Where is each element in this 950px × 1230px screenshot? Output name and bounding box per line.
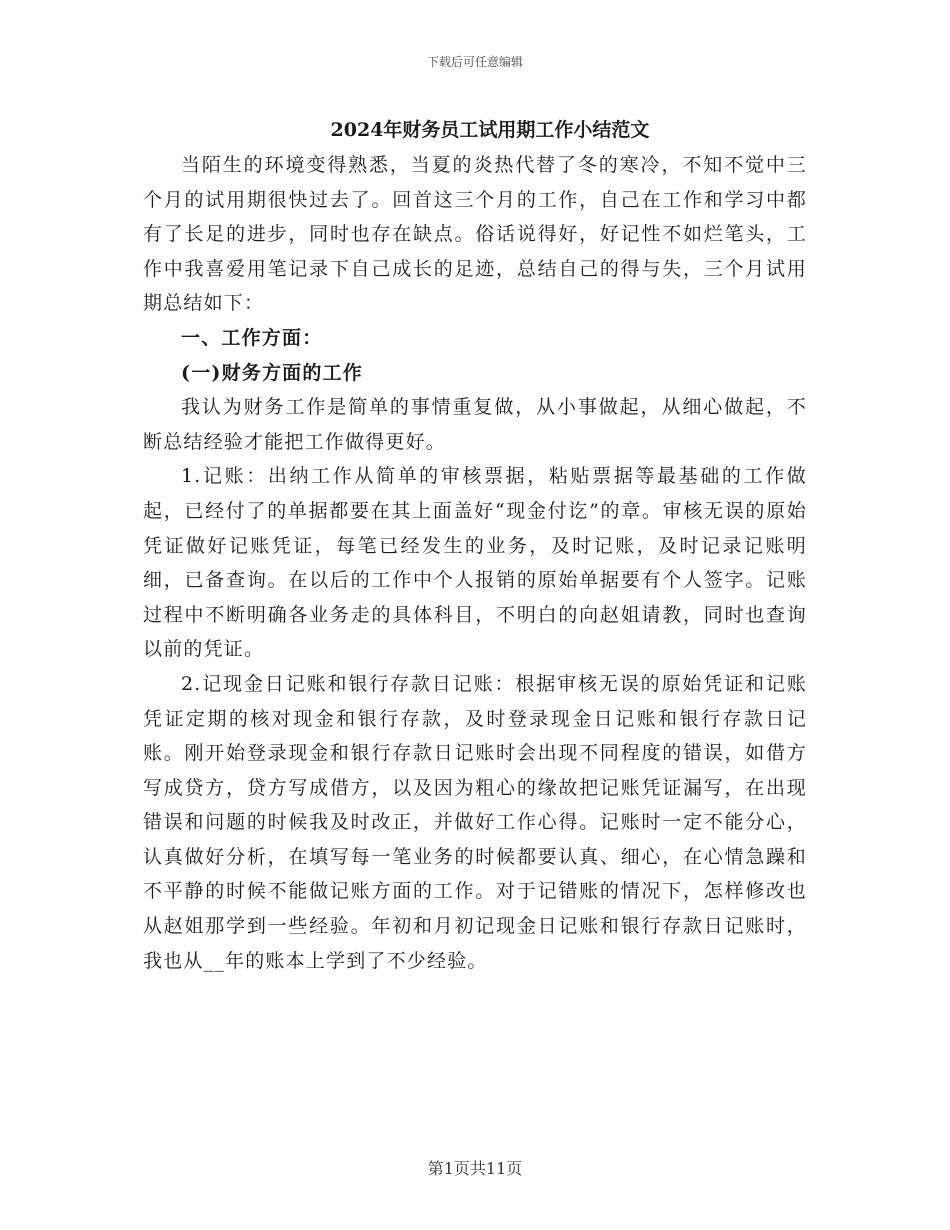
section-heading-work: 一、工作方面： <box>181 326 323 349</box>
page-header: 下载后可任意编辑 <box>426 55 523 69</box>
paragraph-finance-overview: 我认为财务工作是简单的事情重复做，从小事做起，从细心做起，不断总结经验才能把工作做得更好。 <box>143 396 807 453</box>
paragraph-bookkeeping: 1.记账：出纳工作从简单的审核票据，粘贴票据等最基础的工作做起，已经付了的单据都要在其上面盖好“现金付讫”的章。审核无误的原始凭证做好记账凭证，每笔已经发生的业务，及时记账，及时记录记账明细，已备查询。在以后的工作中个人报销的原始单据要有个人签字。记账过程中不断明确各业务走的具体科目，不明白的向赵姐请教，同时也查询以前的凭证。 <box>143 465 807 661</box>
intro-paragraph: 当陌生的环境变得熟悉，当夏的炎热代替了冬的寒冷，不知不觉中三个月的试用期很快过去了。回首这三个月的工作，自己在工作和学习中都有了长足的进步，同时也存在缺点。俗话说得好，好记性不如烂笔头，工作中我喜爱用笔记录下自己成长的足迹，总结自己的得与失，三个月试用期总结如下： <box>143 154 807 315</box>
paragraph-cash-journal: 2.记现金日记账和银行存款日记账：根据审核无误的原始凭证和记账凭证定期的核对现金和银行存款，及时登录现金日记账和银行存款日记账。刚开始登录现金和银行存款日记账时会出现不同程度的错误，如借方写成贷方，贷方写成借方，以及因为粗心的缘故把记账凭证漏写，在出现错误和问题的时候我及时改正，并做好工作心得。记账时一定不能分心，认真做好分析，在填写每一笔业务的时候都要认真、细心，在心情急躁和不平静的时候不能做记账方面的工作。对于记错账的情况下，怎样修改也从赵姐那学到一些经验。年初和月初记现金日记账和银行存款日记账时，我也从__年的账本上学到了不少经验。 <box>143 672 807 972</box>
subsection-heading-finance: (一)财务方面的工作 <box>181 361 363 384</box>
document-title: 2024年财务员工试用期工作小结范文 <box>330 119 650 141</box>
document-body <box>143 112 807 978</box>
page-footer: 第1页共11页 <box>427 1159 523 1178</box>
